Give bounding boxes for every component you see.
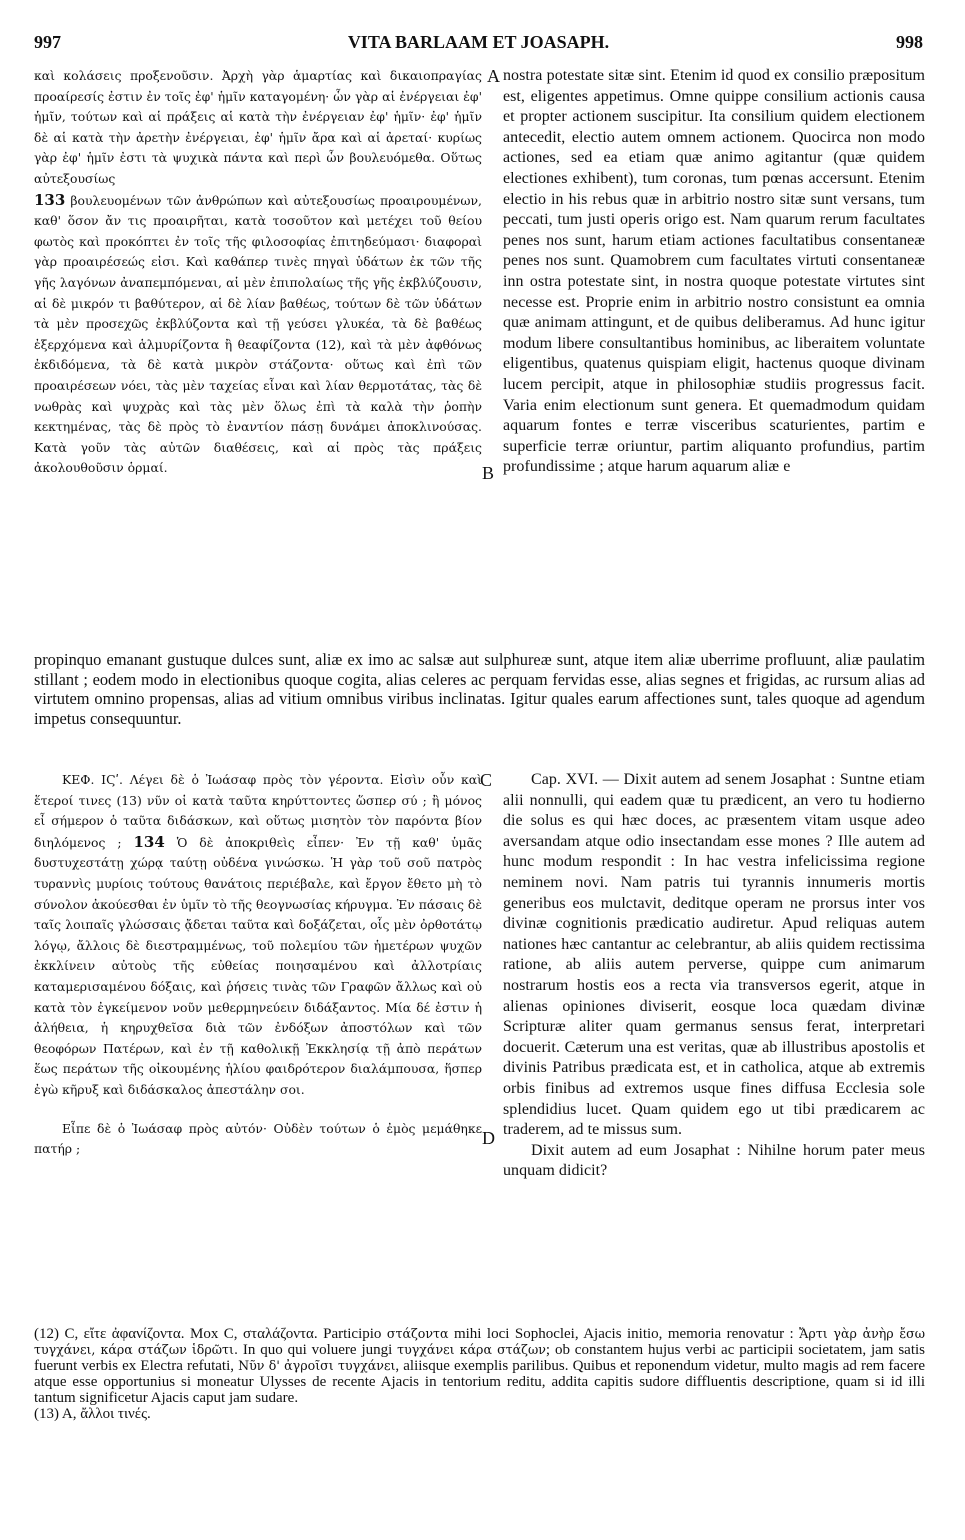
chapter-latin-text: Cap. XVI. — Dixit autem ad senem Josaphat : Suntne etiam alii nonnulli, qui eadem quæ tu prædicent, an vero tu hodierno die solus es qui hæc doces, ac præsentem vitam usque adeo aversandam atque odio insectandam esse mones ? Ille autem ad hunc modum respondit : In hac vestra infelicissima regione neminem novi. Nam patris tui tyrannis innumeris mortis generibus eos mulctavit, deditque operam ne prorsus inter vos divinæ cognitionis prædicatio audiretur. Apud reliquas autem nationes hæc cantantur ac celebrantur, ab aliis quidem rectissima ratione, ab aliis autem perverse, quippe cum animarum nostrarum hostis eos a recta via transversos egerit, atque in alienas opiniones diviserit, eosque loca quædam divinæ Scripturæ aliter quam germanus sensus ferat, interpretari docuerit. Cæterum una est veritas, quæ ab illustribus apostolis et divinis Patribus prædicata est, et in catholica, atque ab extremis orbis finibus ad extremos usque fines diffusa Ecclesia sole splendidius lucet. Quam quidem ego ut tibi prædicarem ac traderem, ad te missus sum. — [503, 771, 925, 1139]
latin-column-2 — [503, 770, 925, 1290]
latin-column-1 — [503, 66, 925, 648]
latin-continuation: propinquo emanant gustuque dulces sunt, aliæ ex imo ac salsæ aut sulphureæ sunt, atque item aliæ uberrime profluunt, aliæ paulatim stillant ; eodem modo in electionibus quoque cogita, alias celeres ac perquam fervidas esse, alias segnes et frigidas, ac rursum alias ad virtutem omnino propensas, alias ad vitium omnibus viribus inclinatas. Igitur quales earum affectiones sunt, tales quoque ad agendum impetus consequuntur. — [34, 650, 925, 728]
latin-full-width-paragraph — [34, 650, 925, 768]
latin-paragraph: nostra potestate sitæ sint. Etenim id quod ex consilio præpositum est, eligentes appetimus. Omne quippe consilium actionis causa et propter actionem suscipitur. Ita consilium quidem electionem antecedit, electio autem omnem actionem. Quocirca non modo actiones, sed ea etiam quæ animo agitantur (quæ quidem electiones exhibent), tum coronas, tum pœnas accersunt. Etenim electio in his rebus quæ in arbitrio nostro sitæ sunt versans, tum peccati, tum justi operis origo est. Nam quarum rerum facultates penes nos sunt, harum etiam actiones facultatibus consentaneæ penes nos sunt. Quamobrem cum facultates virtuti consentaneæ inn ostra potestate sint, in nostra quoque potestate virtutes sint necesse est. Proprie enim in arbitrio nostro consistunt ea omnia quæ animam attingunt, et de quibus deliberamus. Ad hunc igitur modum libere consultantibus hominibus, ac liberaitem voluntate eligentibus, quatenus quispiam eligit, hactenus quoque divinam lucem percipit, atque in philosophiæ studiis progressus facit. Varia enim electionum sunt genera. Et quemadmodum quidam aquarum fontes e terræ visceribus scaturientes, partim e superficie terræ oriuntur, partim aliquanto profundius, partim profundissime ; atque harum aquarum aliæ e — [503, 67, 925, 476]
greek-question: Εἶπε δὲ ὁ Ἰωάσαφ πρὸς αὐτόν· Οὐδὲν τούτων ὁ ἐμὸς μεμάθηκε πατήρ ; — [34, 1120, 482, 1157]
footnote-12: (12) C, εἴτε ἀφανίζοντα. Mox C, σταλάζοντα. Participio στάζοντα mihi loci Sophoclei, Ajacis initio, memoria renovatur : Ἄρτι γὰρ ἀνὴρ ἔσω τυγχάνει, κάρα στάζων ἱδρῶτι. In quo qui voluere jungi τυγχάνει κάρα στάζων; ob constantem hujus verbi ac participii societatem, jam satis fuerunt verbis ex Electra refutati, Νῦν δ' ἀγροῖσι τυγχάνει, aliisque exemplis parilibus. Quibus et reponendum videtur, multo magis ad rem facere atque esse opportunius si moneatur Ulysses de recente Ajacis in tentorium reditu, addita capitis sudore diffluentis descriptione, quam si id illi tantum significetur Ajacis caput jam sudare. — [34, 1326, 926, 1406]
greek-paragraph-continued: βουλευομένων τῶν ἀνθρώπων καὶ αὐτεξουσίως προαιρουμένων, καθ' ὅσον ἄν τις προαιρῆται, κατὰ τοσοῦτον καὶ μετέχει τοῦ θείου φωτὸς καὶ προκόπτει ἐν τοῖς τῆς φιλοσοφίας ἐπιτηδεύμασι· διαφοραὶ γὰρ προαιρέσεώς εἰσι. Καὶ καθάπερ τινὲς πηγαὶ ὑδάτων ἐκ τῶν τῆς γῆς λαγόνων ἀναπεμπόμεναι, αἱ μὲν ἐπιπολαίως τῆς γῆς ἐκβλύζουσιν, αἱ δὲ μικρόν τι βαθύτερον, αἱ δὲ λίαν βαθέως, τούτων δὲ τῶν ὑδάτων τὰ μὲν προσεχῶς ἐκβλύζοντα καὶ τῇ γεύσει γλυκέα, τὰ δὲ βαθέως ἐξερχόμενα καὶ ἁλμυρίζοντα ἢ θεαφίζοντα (12), καὶ τὰ μὲν ἀφθόνως ἐκδιδόμενα, τὰ δὲ κατὰ μικρὸν στάζοντα· οὕτως καὶ ἐπὶ τῶν προαιρέσεων νόει, τὰς μὲν ταχείας εἶναι καὶ λίαν θερμοτάτας, τὰς δὲ νωθρὰς καὶ ψυχρὰς καὶ τὰς μὲν ὅλως ἐπὶ τὰ καλὰ τὴν ῥοπὴν κεκτημένας, τὰς δὲ πρὸς τὸ ἐναντίον πάσῃ δυνάμει ἀποκλινούσας. Κατὰ γοῦν τὰς αὐτῶν διαθέσεις, καὶ αἱ πρὸς τὰς πράξεις ἀκολουθοῦσιν ὁρμαί. — [34, 192, 482, 476]
margin-marker-a: A — [487, 66, 500, 86]
page-number-left: 997 — [34, 32, 61, 52]
greek-reply: Ὁ δὲ ἀποκριθεὶς εἶπεν· Ἐν τῇ καθ' ὑμᾶς δυστυχεστάτῃ χώρᾳ ταύτῃ οὐδένα γινώσκω. Ἡ γὰρ τοῦ σοῦ πατρὸς τυραννὶς μυρίοις τούτους θανάτοις περιέβαλε, καὶ ἔργον ἔθετο μὴ τὸ σύνολον ἀκούεσθαι ἐν ὑμῖν τὸ τῆς θεογνωσίας κήρυγμα. Ἐν πάσαις δὲ ταῖς λοιπαῖς γλώσσαις ᾄδεται ταῦτα καὶ δοξάζεται, οἷς μὲν ὀρθοτάτῳ λόγῳ, ἄλλοις δὲ διεστραμμένως, τοῦ πολεμίου τῶν ἡμετέρων ψυχῶν ἐκκλίνειν αὐτοὺς τῆς εὐθείας ποιησαμένου καὶ ἀλλοτρίαις καταμερισαμένου δόξαις, καὶ ῥήσεις τινὰς τῶν Γραφῶν ἄλλως καὶ οὐ κατὰ τὸν ἐγκείμενον νοῦν μεθερμηνεύειν διδάξαντος. Μία δέ ἐστιν ἡ ἀλήθεια, ἡ κηρυχθεῖσα διὰ τῶν ἐνδόξων ἀποστόλων καὶ τῶν θεοφόρων Πατέρων, καὶ ἐν τῇ καθολικῇ Ἐκκλησίᾳ τῇ ἀπὸ περάτων ἕως περάτων τῆς οἰκουμένης ἡλίου φαιδρότερον διαλάμπουσα, ἥσπερ ἐγὼ κῆρυξ καὶ διδάσκαλος ἀπεστάλην σοι. — [34, 834, 482, 1097]
footnotes — [34, 1326, 925, 1422]
margin-marker-c: C — [480, 770, 493, 790]
footnote-13: (13) A, ἄλλοι τινές. — [34, 1406, 151, 1422]
running-title: VITA BARLAAM ET JOASAPH. — [347, 32, 610, 52]
greek-column-2 — [34, 770, 482, 1290]
latin-question: Dixit autem ad eum Josaphat : Nihilne horum pater meus unquam didicit? — [503, 1141, 925, 1180]
greek-paragraph: καὶ κολάσεις προξενοῦσιν. Ἀρχὴ γὰρ ἁμαρτίας καὶ δικαιοπραγίας προαίρεσίς ἐστιν ἐν τοῖς ἐφ' ἡμῖν καταγομένη· ὧν γὰρ αἱ ἐνέργειαι ἐφ' ἡμῖν, τούτων καὶ αἱ πράξεις αἱ κατὰ τὴν ἐνέργειαν ἐφ' ἡμῖν· ἐφ' ἡμῖν δὲ αἱ κατὰ τὴν ἀρετὴν ἐνέργειαι, ἐφ' ἡμῖν ἄρα καὶ αἱ ἀρεταί· κυρίως γὰρ ἐφ' ἡμῖν ἐστι τὰ ψυχικὰ πάντα καὶ περὶ ὧν βουλευόμεθα. Οὕτως αὐτεξουσίως — [34, 68, 482, 186]
column-number: 134 — [133, 832, 165, 851]
column-number: 133 — [34, 190, 66, 209]
page-number-right: 998 — [896, 32, 923, 52]
margin-marker-d: D — [482, 1128, 495, 1148]
margin-marker-b: B — [482, 463, 495, 483]
page-header — [34, 32, 923, 54]
greek-column-1 — [34, 66, 482, 648]
chapter-greek-opening: ΚΕΦ. ΙϚʹ. Λέγει δὲ ὁ Ἰωάσαφ πρὸς τὸν γέροντα. Εἰσὶν οὖν καὶ ἕτεροί τινες (13) νῦν οἱ κατὰ ταῦτα κηρύττοντες ὥσπερ σύ ; ἢ μόνος εἶ σήμερον ὁ ταῦτα διδάσκων, καὶ οὕτως μισητὸν τὸν παρόντα βίον διηλόμενος ; — [34, 772, 482, 850]
